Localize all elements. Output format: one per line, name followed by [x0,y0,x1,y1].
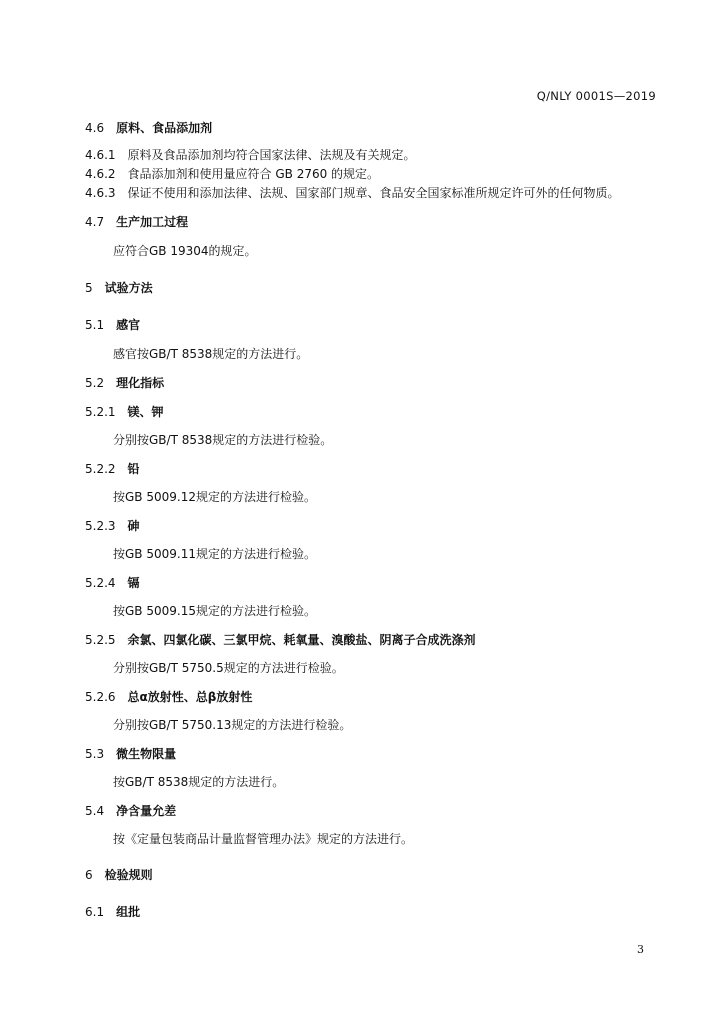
clause [85,167,379,181]
section-title: 原料、食品添加剂 [116,121,213,135]
subsection-title: 镉 [127,576,140,590]
subsection-heading [85,690,252,704]
body-text: 按GB 5009.11规定的方法进行检验。 [113,547,316,561]
section-number: 5.3 [85,747,105,761]
subsection-title: 铅 [127,462,140,476]
section-title: 微生物限量 [116,747,177,761]
subsection-title: 总α放射性、总β放射性 [127,690,253,704]
body-text: 应符合GB 19304的规定。 [113,244,257,258]
section-heading [85,376,164,390]
subsection-title: 镁、钾 [127,405,164,419]
page-number: 3 [637,943,644,956]
body-text: 分别按GB/T 8538规定的方法进行检验。 [113,433,333,447]
body-text: 按GB 5009.15规定的方法进行检验。 [113,604,316,618]
subsection-number: 5.2.1 [85,405,116,419]
section-title: 理化指标 [116,376,165,390]
subsection-number: 5.2.4 [85,576,116,590]
section-number: 5.4 [85,804,105,818]
chapter-heading [85,868,153,882]
section-number: 6.1 [85,905,105,919]
section-heading [85,747,176,761]
section-number: 4.6 [85,121,105,135]
clause-text: 食品添加剂和使用量应符合 GB 2760 的规定。 [127,167,380,181]
body-text: 按GB/T 8538规定的方法进行。 [113,775,285,789]
clause-number: 4.6.2 [85,167,116,181]
chapter-heading [85,281,153,295]
body-text: 感官按GB/T 8538规定的方法进行。 [113,347,309,361]
subsection-number: 5.2.2 [85,462,116,476]
section-heading [85,905,140,919]
section-heading [85,804,176,818]
section-title: 感官 [116,318,141,332]
document-code: Q/NLY 0001S—2019 [536,89,656,103]
section-title: 组批 [116,905,141,919]
subsection-heading [85,519,140,533]
subsection-heading [85,633,476,647]
section-number: 5.1 [85,318,105,332]
subsection-heading [85,576,140,590]
subsection-number: 5.2.3 [85,519,116,533]
chapter-title: 试验方法 [104,281,153,295]
clause-text: 原料及食品添加剂均符合国家法律、法规及有关规定。 [127,148,416,162]
subsection-number: 5.2.5 [85,633,116,647]
body-text: 分别按GB/T 5750.5规定的方法进行检验。 [113,661,344,675]
chapter-number: 6 [85,868,93,882]
clause-number: 4.6.3 [85,186,116,200]
section-title: 净含量允差 [116,804,177,818]
subsection-number: 5.2.6 [85,690,116,704]
chapter-number: 5 [85,281,93,295]
clause-number: 4.6.1 [85,148,116,162]
subsection-title: 余氯、四氯化碳、三氯甲烷、耗氧量、溴酸盐、阴离子合成洗涤剂 [127,633,476,647]
chapter-title: 检验规则 [104,868,153,882]
body-text: 按GB 5009.12规定的方法进行检验。 [113,490,316,504]
body-text: 分别按GB/T 5750.13规定的方法进行检验。 [113,718,352,732]
section-heading [85,318,140,332]
clause-text: 保证不使用和添加法律、法规、国家部门规章、食品安全国家标准所规定许可外的任何物质。 [127,186,620,200]
subsection-title: 砷 [127,519,140,533]
section-number: 5.2 [85,376,105,390]
section-heading [85,215,188,229]
section-title: 生产加工过程 [116,215,189,229]
clause [85,148,416,162]
subsection-heading [85,462,140,476]
clause [85,186,620,200]
body-text: 按《定量包装商品计量监督管理办法》规定的方法进行。 [113,832,414,846]
subsection-heading [85,405,164,419]
section-number: 4.7 [85,215,105,229]
section-heading [85,121,212,135]
